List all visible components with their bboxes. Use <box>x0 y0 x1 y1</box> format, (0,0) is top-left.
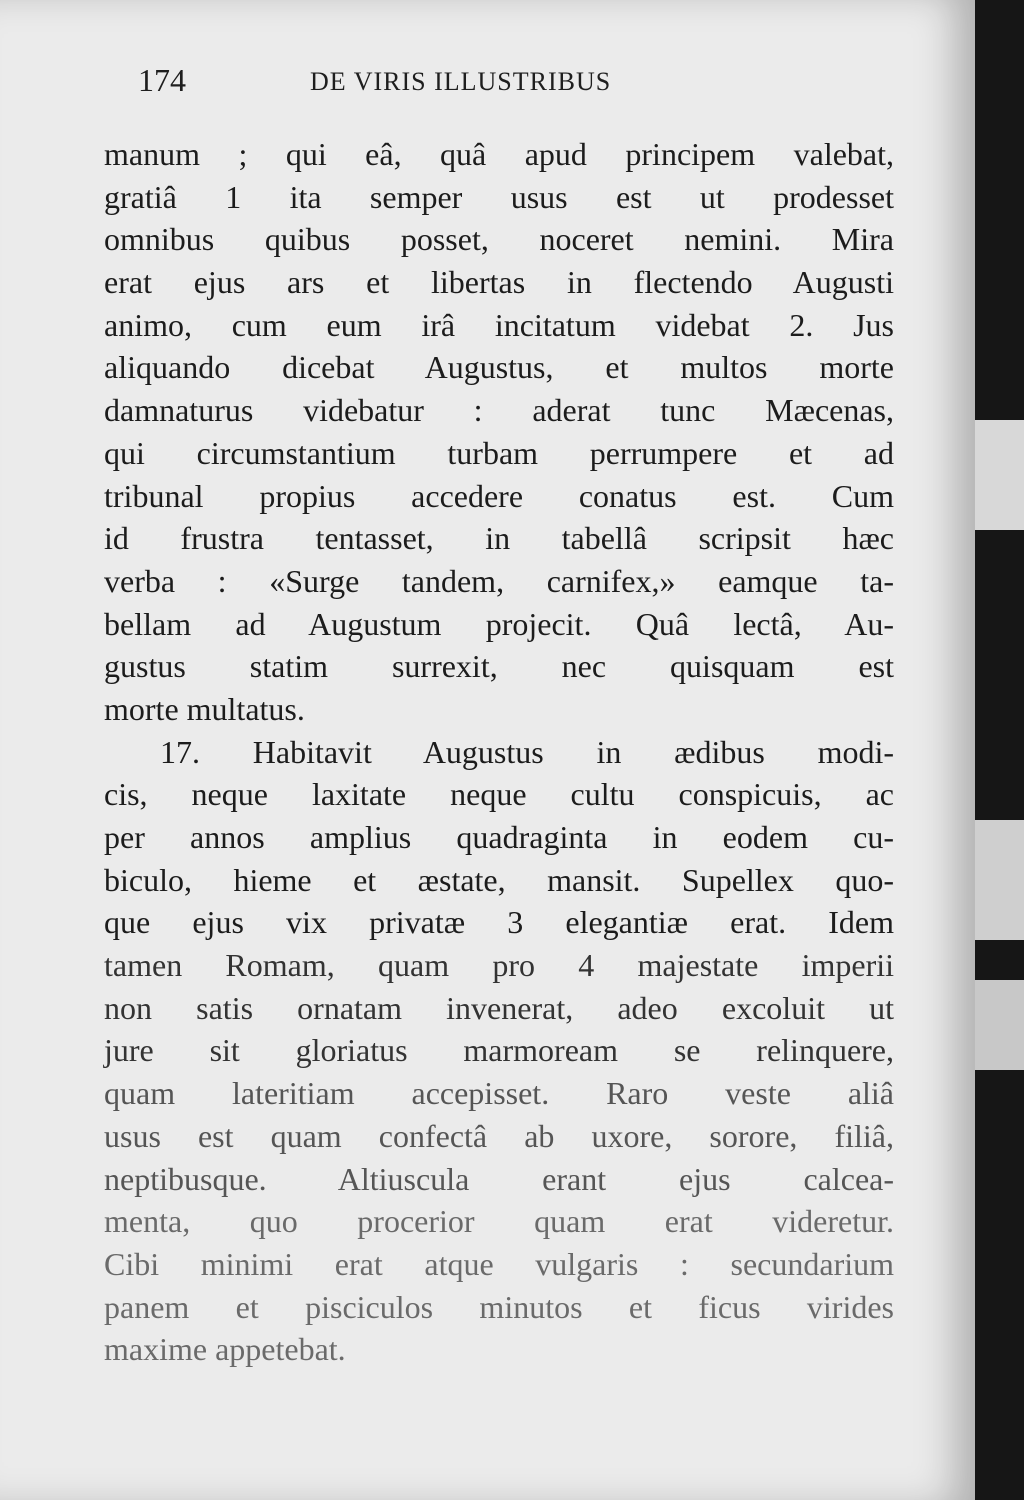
running-title: DE VIRIS ILLUSTRIBUS <box>310 67 612 96</box>
text-line: Cibi minimi erat atque vulgaris : secundarium <box>104 1245 894 1282</box>
text-line: animo, cum eum irâ incitatum videbat 2. Jus <box>104 306 894 343</box>
text-line: gustus statim surrexit, nec quisquam est <box>104 648 894 685</box>
text-line: tamen Romam, quam pro 4 majestate imperii <box>104 947 894 984</box>
page-edge-fragment <box>975 820 1024 940</box>
text-line: verba : «Surge tandem, carnifex,» eamque ta- <box>104 562 894 599</box>
text-line: panem et pisciculos minutos et ficus virides <box>104 1288 894 1325</box>
text-line: quam lateritiam accepisset. Raro veste aliâ <box>104 1075 894 1112</box>
text-line: qui circumstantium turbam perrumpere et ad <box>104 434 894 471</box>
text-line: jure sit gloriatus marmoream se relinquere, <box>104 1032 894 1069</box>
text-line: usus est quam confectâ ab uxore, sorore, filiâ, <box>104 1117 894 1154</box>
text-line: damnaturus videbatur : aderat tunc Mæcenas, <box>104 392 894 429</box>
text-line: bellam ad Augustum projecit. Quâ lectâ, Au- <box>104 605 894 642</box>
text-line: id frustra tentasset, in tabellâ scripsit hæc <box>104 520 894 557</box>
text-line: maxime appetebat. <box>104 1331 346 1368</box>
page-edge-fragment <box>975 980 1024 1070</box>
page-edge-fragment <box>975 420 1024 530</box>
text-line: gratiâ 1 ita semper usus est ut prodesset <box>104 178 894 215</box>
text-line: neptibusque. Altiuscula erant ejus calcea- <box>104 1160 894 1197</box>
page-header <box>138 62 698 102</box>
text-line: omnibus quibus posset, noceret nemini. Mira <box>104 221 894 258</box>
text-line: biculo, hieme et æstate, mansit. Supellex quo- <box>104 861 894 898</box>
text-line: per annos amplius quadraginta in eodem cu- <box>104 819 894 855</box>
text-line: manum ; qui eâ, quâ apud principem valebat, <box>104 136 894 172</box>
text-line: non satis ornatam invenerat, adeo excoluit ut <box>104 989 894 1026</box>
text-line: cis, neque laxitate neque cultu conspicuis, ac <box>104 776 894 813</box>
text-line: erat ejus ars et libertas in flectendo Augusti <box>104 264 894 301</box>
text-line: morte multatus. <box>104 690 305 727</box>
text-line: aliquando dicebat Augustus, et multos morte <box>104 349 894 386</box>
body-text <box>104 133 894 1371</box>
text-line: que ejus vix privatæ 3 elegantiæ erat. Idem <box>104 904 894 941</box>
page-number: 174 <box>138 62 186 98</box>
text-line: menta, quo procerior quam erat videretur. <box>104 1203 894 1240</box>
paragraph-start-line: 17. Habitavit Augustus in ædibus modi- <box>160 733 894 770</box>
text-line: tribunal propius accedere conatus est. Cum <box>104 477 894 514</box>
